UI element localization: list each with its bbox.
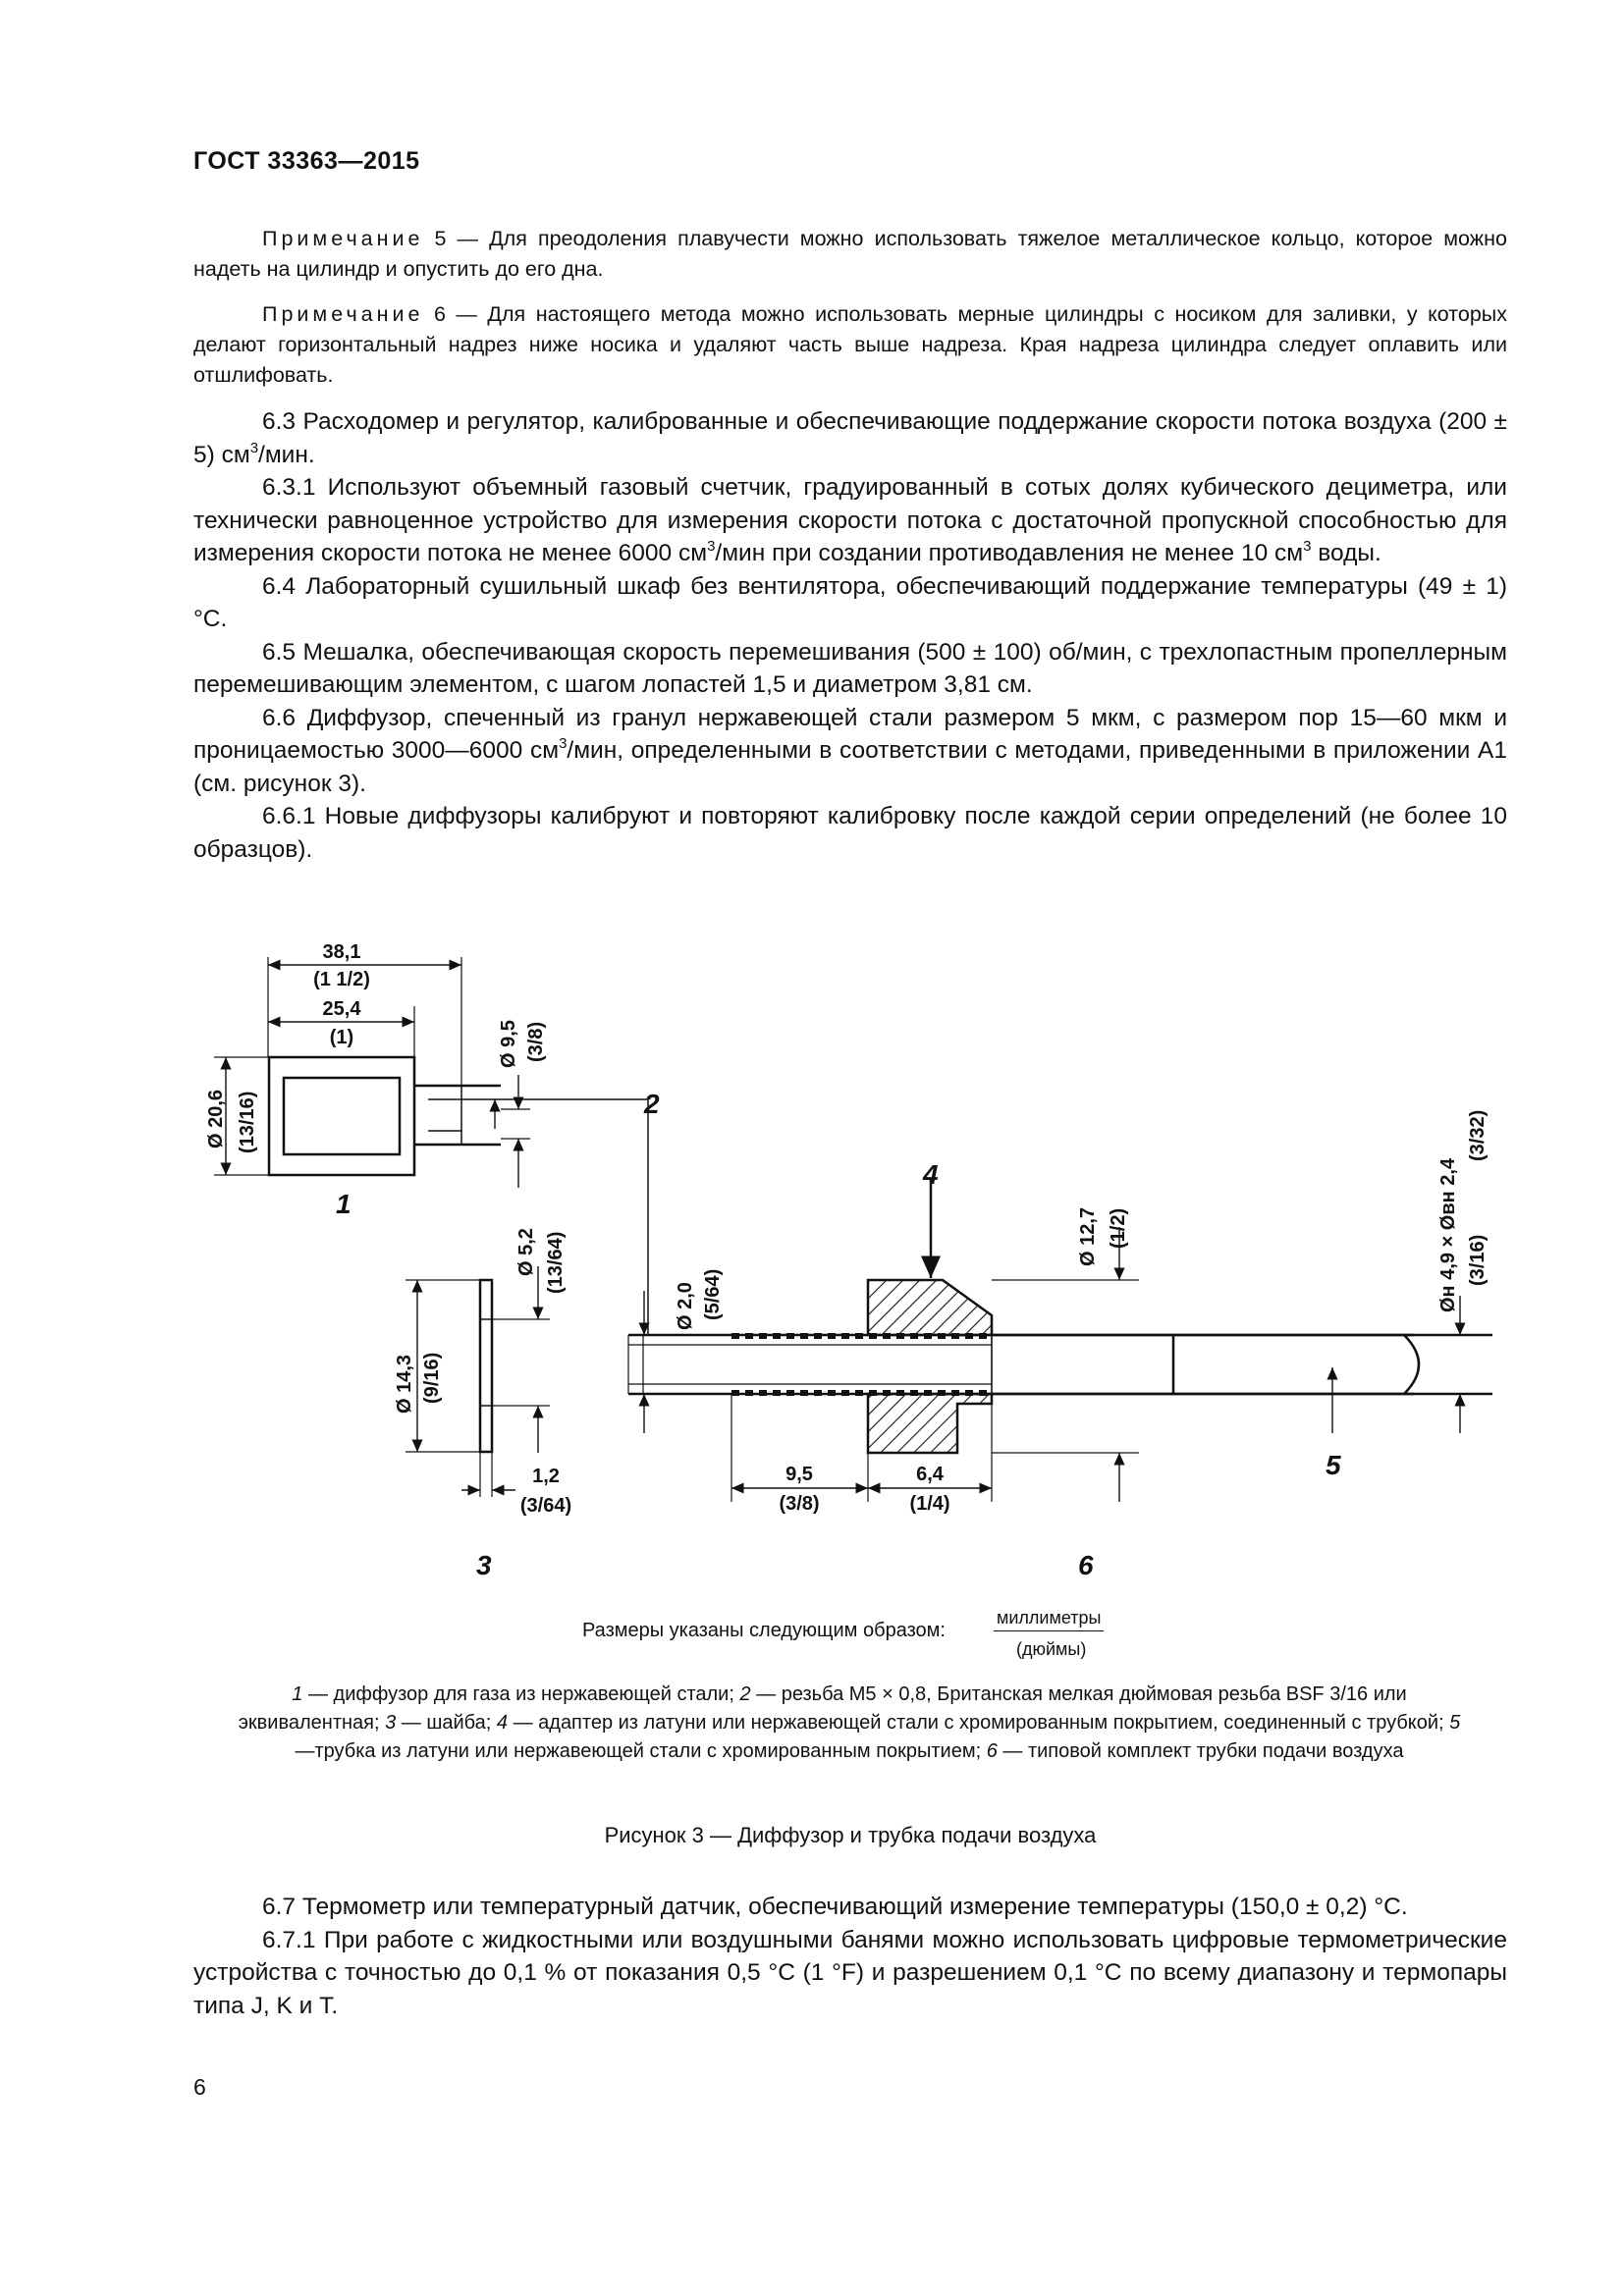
dim-9-16: (9/16) bbox=[421, 1352, 443, 1404]
adapter-hatch-bottom bbox=[868, 1394, 992, 1453]
note-text: 5 — Для преодоления плавучести можно использовать тяжелое металлическое кольцо, которое можно надеть на цилиндр и опустить до его дна. bbox=[193, 227, 1507, 281]
dim-5-2: Ø 5,2 bbox=[515, 1228, 537, 1276]
dim-2-0: Ø 2,0 bbox=[675, 1282, 696, 1330]
dim-1-4: (1/4) bbox=[909, 1493, 950, 1515]
dim-12-7: Ø 12,7 bbox=[1077, 1206, 1099, 1266]
section-6-5: 6.5 Мешалка, обеспечивающая скорость перемешивания (500 ± 100) об/мин, с трехлопастным пропеллерным перемешивающим элементом, с шагом лопастей 1,5 и диаметром 3,81 см. bbox=[193, 638, 1507, 698]
figure-legend: 1 — диффузор для газа из нержавеющей стали; 2 — резьба М5 × 0,8, Британская мелкая дюймовая резьба BSF 3/16 или эквивалентная; 3 — шайба; 4 — адаптер из латуни или нержавеющей стали с хромированным покрытием, соединенный с трубкой; 5 —трубка из латуни или нержавеющей стали с хромированным покрытием; 6 — типовой комплект трубки подачи воздуха bbox=[238, 1683, 1461, 1762]
part-label-5: 5 bbox=[1326, 1450, 1341, 1480]
dim-tube-3-32: (3/32) bbox=[1467, 1109, 1489, 1161]
note-text: 6 — Для настоящего метода можно использовать мерные цилиндры с носиком для заливки, у которых делают горизонтальный надрез ниже носика и удаляют часть выше надреза. Края надреза цилиндра следует оплавить или отшлифовать. bbox=[193, 302, 1507, 387]
section-6-6-1: 6.6.1 Новые диффузоры калибруют и повторяют калибровку после каждой серии определений (не более 10 образцов). bbox=[193, 803, 1507, 863]
diffuser-inner bbox=[284, 1078, 400, 1154]
dim-20-6: Ø 20,6 bbox=[205, 1089, 227, 1148]
dim-tube-3-16: (3/16) bbox=[1467, 1234, 1489, 1286]
note-label: Примечание bbox=[262, 302, 424, 326]
scale-numerator: миллиметры bbox=[994, 1608, 1104, 1631]
dim-1-1-2: (1 1/2) bbox=[313, 969, 370, 990]
dim-9-5-vertical: Ø 9,5 bbox=[498, 1020, 519, 1068]
diffuser-outer bbox=[269, 1057, 414, 1175]
dim-6-4: 6,4 bbox=[916, 1464, 944, 1485]
dim-13-16: (13/16) bbox=[237, 1091, 258, 1153]
dim-3-8-horizontal: (3/8) bbox=[779, 1493, 820, 1515]
part-label-1: 1 bbox=[336, 1189, 352, 1219]
dim-1-2: 1,2 bbox=[532, 1466, 560, 1487]
note-label: Примечание bbox=[262, 227, 424, 250]
dim-3-64: (3/64) bbox=[519, 1495, 572, 1517]
section-6-7-1: 6.7.1 При работе с жидкостными или воздушными банями можно использовать цифровые термометрические устройства с точностью до 0,1 % от показания 0,5 °С (1 °F) и разрешением 0,1 °С по всему диапазону и термопары типа J, K и T. bbox=[193, 1926, 1507, 2019]
dim-38-1: 38,1 bbox=[322, 941, 361, 963]
dim-tube-diameters: Øн 4,9 × Øвн 2,4 bbox=[1437, 1157, 1459, 1312]
dim-5-64: (5/64) bbox=[702, 1268, 724, 1320]
part-label-6: 6 bbox=[1078, 1550, 1094, 1580]
dim-25-4: 25,4 bbox=[322, 998, 361, 1020]
scale-denominator: (дюймы) bbox=[1016, 1639, 1087, 1659]
washer-body bbox=[480, 1280, 492, 1452]
part-label-2: 2 bbox=[644, 1089, 660, 1119]
section-6-3: 6.3 Расходомер и регулятор, калиброванные и обеспечивающие поддержание скорости потока воздуха (200 ± 5) $см^3$/мин. bbox=[193, 408, 1507, 468]
dim-14-3: Ø 14,3 bbox=[394, 1354, 415, 1414]
section-6-6: 6.6 Диффузор, спеченный из гранул нержавеющей стали размером 5 мкм, с размером пор 15—60 мкм и проницаемостью 3000—6000 $см^3$/мин, определенными в соответствии с методами, приведенными в приложении А1 (см. рисунок 3). bbox=[193, 704, 1507, 797]
dim-13-64: (13/64) bbox=[545, 1231, 567, 1294]
main-text-lower bbox=[193, 1891, 1507, 2022]
scale-explanation: Размеры указаны следующим образом: bbox=[582, 1620, 946, 1641]
section-6-4: 6.4 Лабораторный сушильный шкаф без вентилятора, обеспечивающий поддержание температуры (49 ± 1) °С. bbox=[193, 572, 1507, 632]
adapter-hatch-top bbox=[868, 1280, 992, 1335]
section-6-7: 6.7 Термометр или температурный датчик, обеспечивающий измерение температуры (150,0 ± 0,2) °С. bbox=[262, 1894, 1408, 1920]
section-6-3-1: 6.3.1 Используют объемный газовый счетчик, градуированный в сотых долях кубического дециметра, или технически равноценное устройство для измерения скорости потока с достаточной пропускной способностью для измерения скорости потока не менее 6000 $см^3$/мин при создании противодавления не менее 10 $см^3$ воды. bbox=[193, 474, 1507, 566]
part-label-4: 4 bbox=[923, 1159, 939, 1190]
figure-title: Рисунок 3 — Диффузор и трубка подачи воздуха bbox=[604, 1823, 1097, 1847]
dim-1: (1) bbox=[329, 1027, 354, 1048]
document-header: ГОСТ 33363—2015 bbox=[193, 147, 420, 175]
page-number: 6 bbox=[193, 2074, 206, 2100]
dim-3-8-vertical: (3/8) bbox=[525, 1021, 547, 1062]
part-label-3: 3 bbox=[476, 1550, 492, 1580]
dim-9-5-horizontal: 9,5 bbox=[785, 1464, 813, 1485]
dim-1-2-inch: (1/2) bbox=[1108, 1207, 1129, 1249]
